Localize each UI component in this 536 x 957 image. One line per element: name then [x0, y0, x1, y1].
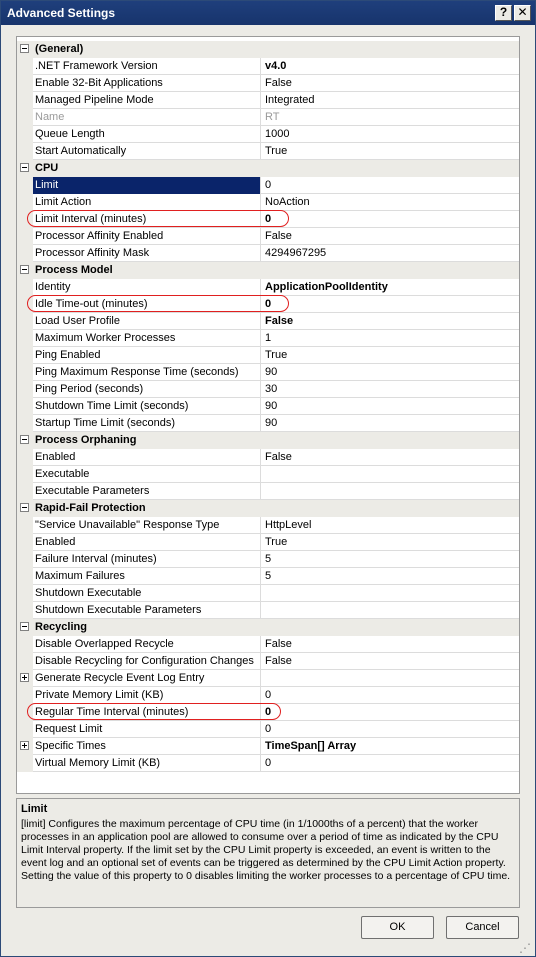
- property-value[interactable]: 0: [265, 723, 272, 735]
- property-row[interactable]: [17, 364, 519, 381]
- row-gutter: [17, 432, 33, 449]
- category-header[interactable]: [17, 500, 519, 517]
- property-value[interactable]: [262, 483, 518, 500]
- property-row[interactable]: [17, 143, 519, 160]
- property-value[interactable]: 0: [265, 706, 272, 718]
- property-row[interactable]: [17, 228, 519, 245]
- row-gutter: [17, 228, 33, 245]
- row-gutter: [17, 687, 33, 704]
- description-text: [limit] Configures the maximum percentage of CPU time (in 1/1000ths of a percent) that the worker processes in an application pool are allowed to consume over a period of time as indicated by the CPU Limit Interval property. If the limit set by the CPU Limit property is exceeded, an event is written to the event log and an optional set of events can be triggered as determined by the CPU Limit Action property. Setting the value of this property to 0 disables limiting the worker processes to a percentage of CPU time.: [21, 818, 511, 882]
- property-row[interactable]: [17, 245, 519, 262]
- property-name[interactable]: Name: [33, 109, 261, 126]
- ok-button[interactable]: OK: [361, 916, 434, 939]
- property-name[interactable]: Virtual Memory Limit (KB): [33, 755, 261, 772]
- property-name[interactable]: Maximum Failures: [33, 568, 261, 585]
- dialog-title: Advanced Settings: [7, 6, 116, 20]
- property-name[interactable]: .NET Framework Version: [33, 58, 261, 75]
- expand-icon[interactable]: [20, 673, 29, 682]
- property-row[interactable]: [17, 602, 519, 619]
- property-name[interactable]: Startup Time Limit (seconds): [33, 415, 261, 432]
- property-value[interactable]: 1: [265, 332, 272, 344]
- cancel-button[interactable]: Cancel: [446, 916, 519, 939]
- property-row[interactable]: [17, 109, 519, 126]
- property-row[interactable]: [17, 483, 519, 500]
- property-value[interactable]: 0: [265, 757, 272, 769]
- property-value[interactable]: [262, 670, 518, 687]
- property-value[interactable]: [262, 585, 518, 602]
- property-name[interactable]: Idle Time-out (minutes): [33, 296, 261, 313]
- property-row[interactable]: [17, 398, 519, 415]
- property-row[interactable]: [17, 381, 519, 398]
- close-icon[interactable]: ✕: [514, 5, 531, 21]
- property-name[interactable]: Executable Parameters: [33, 483, 261, 500]
- category-label: Rapid-Fail Protection: [35, 502, 146, 514]
- property-row[interactable]: [17, 466, 519, 483]
- row-gutter: [17, 415, 33, 432]
- property-row[interactable]: [17, 755, 519, 772]
- row-gutter: [17, 330, 33, 347]
- category-label: CPU: [35, 162, 59, 174]
- property-name[interactable]: Shutdown Time Limit (seconds): [33, 398, 261, 415]
- row-gutter: [17, 636, 33, 653]
- property-value[interactable]: 30: [265, 383, 278, 395]
- property-row[interactable]: [17, 296, 519, 313]
- property-name[interactable]: Limit: [33, 177, 261, 194]
- property-row[interactable]: [17, 58, 519, 75]
- row-gutter: [17, 534, 33, 551]
- property-row[interactable]: [17, 194, 519, 211]
- property-name[interactable]: Private Memory Limit (KB): [33, 687, 261, 704]
- property-value[interactable]: True: [265, 536, 288, 548]
- row-gutter: [17, 398, 33, 415]
- property-name[interactable]: Maximum Worker Processes: [33, 330, 261, 347]
- property-name[interactable]: "Service Unavailable" Response Type: [33, 517, 261, 534]
- row-gutter: [17, 41, 33, 58]
- row-gutter: [17, 160, 33, 177]
- category-header[interactable]: [17, 41, 519, 58]
- property-value[interactable]: [262, 466, 518, 483]
- property-name[interactable]: Shutdown Executable: [33, 585, 261, 602]
- property-value[interactable]: 0: [265, 298, 272, 310]
- row-gutter: [17, 143, 33, 160]
- row-gutter: [17, 92, 33, 109]
- property-name[interactable]: Start Automatically: [33, 143, 261, 160]
- property-value[interactable]: True: [265, 145, 288, 157]
- row-gutter: [17, 466, 33, 483]
- property-name[interactable]: Disable Overlapped Recycle: [33, 636, 261, 653]
- property-value[interactable]: 5: [265, 553, 272, 565]
- property-value[interactable]: 90: [265, 366, 278, 378]
- collapse-icon[interactable]: [20, 265, 29, 274]
- property-value[interactable]: False: [265, 77, 292, 89]
- property-value[interactable]: v4.0: [265, 60, 287, 72]
- row-gutter: [17, 517, 33, 534]
- property-value[interactable]: 4294967295: [265, 247, 327, 259]
- property-row[interactable]: [17, 415, 519, 432]
- property-row[interactable]: [17, 568, 519, 585]
- category-header[interactable]: [17, 432, 519, 449]
- property-row[interactable]: [17, 738, 519, 755]
- property-value[interactable]: 90: [265, 400, 278, 412]
- row-gutter: [17, 109, 33, 126]
- description-title: Limit: [21, 803, 48, 815]
- property-value[interactable]: 0: [265, 179, 272, 191]
- property-value[interactable]: False: [265, 315, 294, 327]
- property-grid[interactable]: [16, 36, 520, 794]
- property-row[interactable]: [17, 517, 519, 534]
- category-label: Process Orphaning: [35, 434, 137, 446]
- row-gutter: [17, 500, 33, 517]
- property-name[interactable]: Disable Recycling for Configuration Changes: [33, 653, 261, 670]
- row-gutter: [17, 585, 33, 602]
- property-row[interactable]: [17, 211, 519, 228]
- property-row[interactable]: [17, 347, 519, 364]
- property-value[interactable]: False: [265, 230, 292, 242]
- property-value[interactable]: 0: [265, 689, 272, 701]
- property-row[interactable]: [17, 551, 519, 568]
- property-name[interactable]: Queue Length: [33, 126, 261, 143]
- row-gutter: [17, 483, 33, 500]
- row-gutter: [17, 653, 33, 670]
- property-row[interactable]: [17, 653, 519, 670]
- property-row[interactable]: [17, 92, 519, 109]
- property-row[interactable]: [17, 279, 519, 296]
- property-row[interactable]: [17, 313, 519, 330]
- property-row[interactable]: [17, 75, 519, 92]
- property-name[interactable]: Ping Enabled: [33, 347, 261, 364]
- property-row[interactable]: [17, 534, 519, 551]
- collapse-icon[interactable]: [20, 163, 29, 172]
- property-name[interactable]: Identity: [33, 279, 261, 296]
- collapse-icon[interactable]: [20, 622, 29, 631]
- property-name[interactable]: Shutdown Executable Parameters: [33, 602, 261, 619]
- property-value[interactable]: NoAction: [265, 196, 310, 208]
- property-name[interactable]: Regular Time Interval (minutes): [33, 704, 261, 721]
- property-name[interactable]: Ping Period (seconds): [33, 381, 261, 398]
- category-label: (General): [35, 43, 84, 55]
- property-value[interactable]: False: [265, 655, 292, 667]
- category-header[interactable]: [17, 619, 519, 636]
- property-row[interactable]: [17, 330, 519, 347]
- property-row[interactable]: [17, 670, 519, 687]
- row-gutter: [17, 313, 33, 330]
- property-row[interactable]: [17, 721, 519, 738]
- property-name[interactable]: Specific Times: [33, 738, 261, 755]
- property-name[interactable]: Processor Affinity Mask: [33, 245, 261, 262]
- property-value[interactable]: [262, 602, 518, 619]
- property-name[interactable]: Enabled: [33, 449, 261, 466]
- row-gutter: [17, 194, 33, 211]
- category-label: Process Model: [35, 264, 113, 276]
- property-name[interactable]: Request Limit: [33, 721, 261, 738]
- title-bar[interactable]: [1, 1, 535, 25]
- row-gutter: [17, 58, 33, 75]
- row-gutter: [17, 755, 33, 772]
- collapse-icon[interactable]: [20, 503, 29, 512]
- category-header[interactable]: [17, 160, 519, 177]
- help-button[interactable]: ?: [495, 5, 512, 21]
- property-row[interactable]: [17, 585, 519, 602]
- row-gutter: [17, 296, 33, 313]
- row-gutter: [17, 75, 33, 92]
- category-header[interactable]: [17, 262, 519, 279]
- resize-grip-icon[interactable]: ⋰: [519, 941, 531, 955]
- row-gutter: [17, 568, 33, 585]
- row-gutter: [17, 449, 33, 466]
- property-name[interactable]: Limit Interval (minutes): [33, 211, 261, 228]
- row-gutter: [17, 245, 33, 262]
- expand-icon[interactable]: [20, 741, 29, 750]
- row-gutter: [17, 126, 33, 143]
- property-value[interactable]: 1000: [265, 128, 290, 140]
- property-name[interactable]: Processor Affinity Enabled: [33, 228, 261, 245]
- property-row[interactable]: [17, 126, 519, 143]
- row-gutter: [17, 381, 33, 398]
- row-gutter: [17, 211, 33, 228]
- property-row[interactable]: [17, 687, 519, 704]
- row-gutter: [17, 262, 33, 279]
- property-value[interactable]: True: [265, 349, 288, 361]
- property-row[interactable]: [17, 177, 519, 194]
- property-value[interactable]: RT: [265, 111, 280, 123]
- row-gutter: [17, 347, 33, 364]
- row-gutter: [17, 670, 33, 687]
- row-gutter: [17, 619, 33, 636]
- property-value[interactable]: HttpLevel: [265, 519, 312, 531]
- property-name[interactable]: Generate Recycle Event Log Entry: [33, 670, 261, 687]
- description-panel: [16, 798, 520, 908]
- property-name[interactable]: Failure Interval (minutes): [33, 551, 261, 568]
- property-value[interactable]: TimeSpan[] Array: [265, 740, 357, 752]
- property-value[interactable]: False: [265, 451, 292, 463]
- property-name[interactable]: Ping Maximum Response Time (seconds): [33, 364, 261, 381]
- property-row[interactable]: [17, 704, 519, 721]
- property-value[interactable]: 90: [265, 417, 278, 429]
- row-gutter: [17, 177, 33, 194]
- property-value[interactable]: Integrated: [265, 94, 315, 106]
- row-gutter: [17, 279, 33, 296]
- property-name[interactable]: Managed Pipeline Mode: [33, 92, 261, 109]
- property-value[interactable]: False: [265, 638, 292, 650]
- row-gutter: [17, 721, 33, 738]
- property-row[interactable]: [17, 449, 519, 466]
- property-name[interactable]: Enabled: [33, 534, 261, 551]
- property-name[interactable]: Limit Action: [33, 194, 261, 211]
- row-gutter: [17, 602, 33, 619]
- property-name[interactable]: Load User Profile: [33, 313, 261, 330]
- row-gutter: [17, 551, 33, 568]
- category-label: Recycling: [35, 621, 87, 633]
- property-value[interactable]: 0: [265, 213, 272, 225]
- collapse-icon[interactable]: [20, 435, 29, 444]
- row-gutter: [17, 738, 33, 755]
- row-gutter: [17, 704, 33, 721]
- row-gutter: [17, 364, 33, 381]
- property-row[interactable]: [17, 636, 519, 653]
- property-name[interactable]: Enable 32-Bit Applications: [33, 75, 261, 92]
- property-value[interactable]: 5: [265, 570, 272, 582]
- collapse-icon[interactable]: [20, 44, 29, 53]
- property-name[interactable]: Executable: [33, 466, 261, 483]
- property-value[interactable]: ApplicationPoolIdentity: [265, 281, 388, 293]
